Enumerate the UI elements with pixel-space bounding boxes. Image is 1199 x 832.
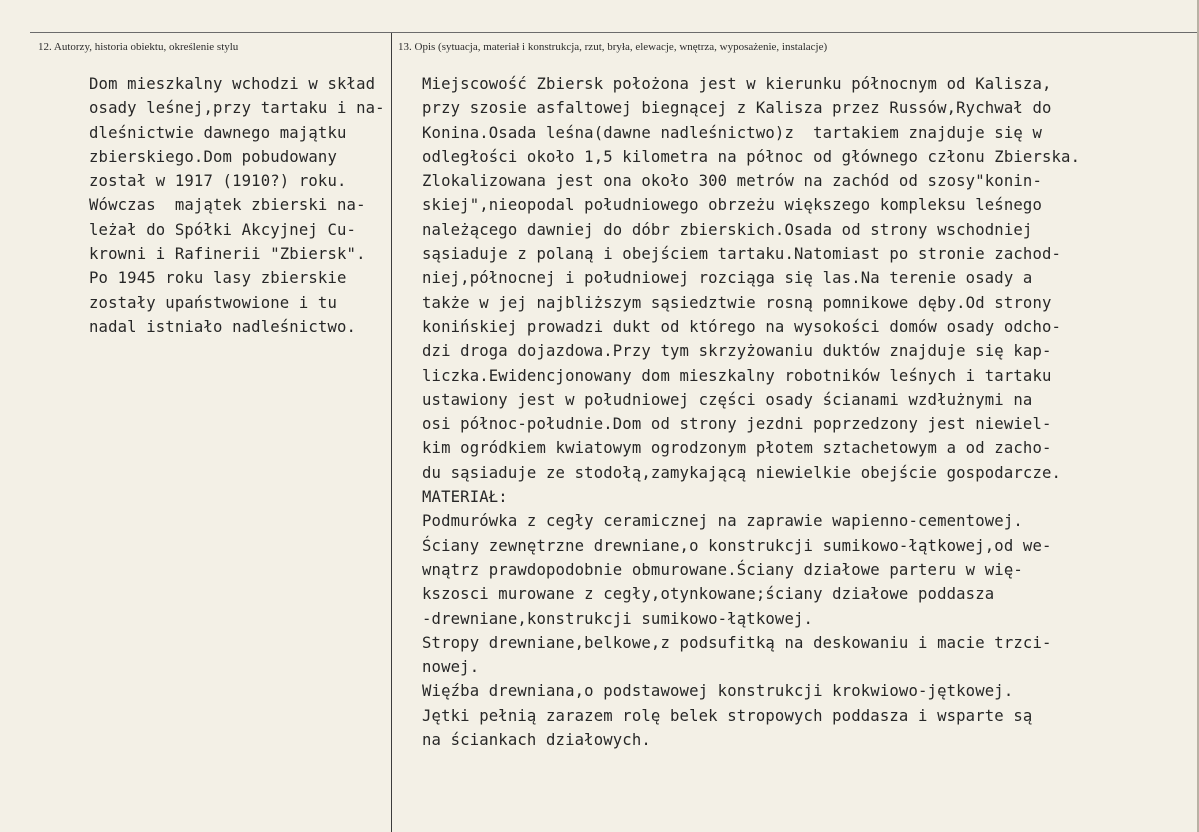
description-text-line: sąsiaduje z polaną i obejściem tartaku.Natomiast po stronie zachod- [422, 245, 1062, 264]
description-text-line: Zlokalizowana jest ona około 300 metrów na zachód od szosy"konin- [422, 172, 1042, 191]
description-text-line: MATERIAŁ: [422, 488, 508, 507]
description-text-line: także w jej najbliższym sąsiedztwie rosną pomnikowe dęby.Od strony [422, 293, 1052, 312]
description-text-line: nowej. [422, 658, 480, 677]
description-text-line: Jętki pełnią zarazem rolę belek stropowych poddasza i wsparte są [422, 706, 1033, 725]
history-text-line: Po 1945 roku lasy zbierskie [89, 269, 347, 288]
description-text-line: -drewniane,konstrukcji sumikowo-łątkowej. [422, 609, 814, 628]
description-text-line: Miejscowość Zbiersk położona jest w kierunku północnym od Kalisza, [422, 75, 1052, 93]
description-text-line: osi północ-południe.Dom od strony jezdni poprzedzony jest niewiel- [422, 415, 1052, 434]
description-text-line: wnątrz prawdopodobnie obmurowane.Ściany działowe parteru w wię- [422, 560, 1023, 579]
description-text-line: dzi droga dojazdowa.Przy tym skrzyżowaniu duktów znajduje się kap- [422, 342, 1052, 361]
history-text-line: zostały upaństwowione i tu [89, 293, 337, 312]
column-divider [391, 33, 392, 832]
description-text-line: kszosci murowane z cegły,otynkowane;ściany działowe poddasza [422, 585, 995, 604]
description-text-line: Podmurówka z cegły ceramicznej na zaprawie wapienno-cementowej. [422, 512, 1023, 531]
history-text-line: dleśnictwie dawnego majątku [89, 123, 347, 142]
description-text-line: du sąsiaduje ze stodołą,zamykającą niewielkie obejście gospodarcze. [422, 463, 1062, 482]
history-text-line: Dom mieszkalny wchodzi w skład [89, 75, 376, 93]
history-text-line: Wówczas majątek zbierski na- [89, 196, 366, 215]
description-text-line: niej,północnej i południowej rozciąga się las.Na terenie osady a [422, 269, 1033, 288]
description-text-line: skiej",nieopodal południowego obrzeżu większego kompleksu leśnego [422, 196, 1042, 215]
description-text-line: liczka.Ewidencjonowany dom mieszkalny robotników leśnych i tartaku [422, 366, 1052, 385]
history-text-line: leżał do Spółki Akcyjnej Cu- [89, 220, 357, 239]
header-rule [30, 32, 1199, 33]
description-text-line: Więźba drewniana,o podstawowej konstrukcji krokwiowo-jętkowej. [422, 682, 1014, 701]
description-text-block [422, 72, 1080, 752]
description-text-line: konińskiej prowadzi dukt od którego na wysokości domów osady odcho- [422, 317, 1062, 336]
description-text-line: należącego dawniej do dóbr zbierskich.Osada od strony wschodniej [422, 220, 1033, 239]
history-text-line: zbierskiego.Dom pobudowany [89, 147, 337, 166]
section-13-header: 13. Opis (sytuacja, materiał i konstrukcja, rzut, bryła, elewacje, wnętrza, wyposażenie, instalacje) [398, 41, 828, 53]
history-text-line: nadal istniało nadleśnictwo. [89, 317, 357, 336]
description-text-line: Stropy drewniane,belkowe,z podsufitką na deskowaniu i macie trzci- [422, 633, 1052, 652]
history-text-line: osady leśnej,przy tartaku i na- [89, 99, 385, 118]
history-text-block [89, 72, 385, 339]
description-text-line: przy szosie asfaltowej biegnącej z Kalisza przez Russów,Rychwał do [422, 99, 1052, 118]
description-text-line: na ściankach działowych. [422, 731, 651, 750]
description-text-line: ustawiony jest w południowej części osady ścianami wzdłużnymi na [422, 390, 1033, 409]
description-text-line: Ściany zewnętrzne drewniane,o konstrukcji sumikowo-łątkowej,od we- [422, 536, 1052, 555]
history-text-line: został w 1917 (1910?) roku. [89, 172, 347, 191]
history-text-line: krowni i Rafinerii "Zbiersk". [89, 245, 366, 264]
description-text-line: odległości około 1,5 kilometra na północ od głównego członu Zbierska. [422, 147, 1081, 166]
description-text-line: Konina.Osada leśna(dawne nadleśnictwo)z tartakiem znajduje się w [422, 123, 1042, 142]
description-text-line: kim ogródkiem kwiatowym ogrodzonym płotem sztachetowym a od zacho- [422, 439, 1052, 458]
section-12-header: 12. Autorzy, historia obiektu, określenie stylu [38, 41, 239, 53]
